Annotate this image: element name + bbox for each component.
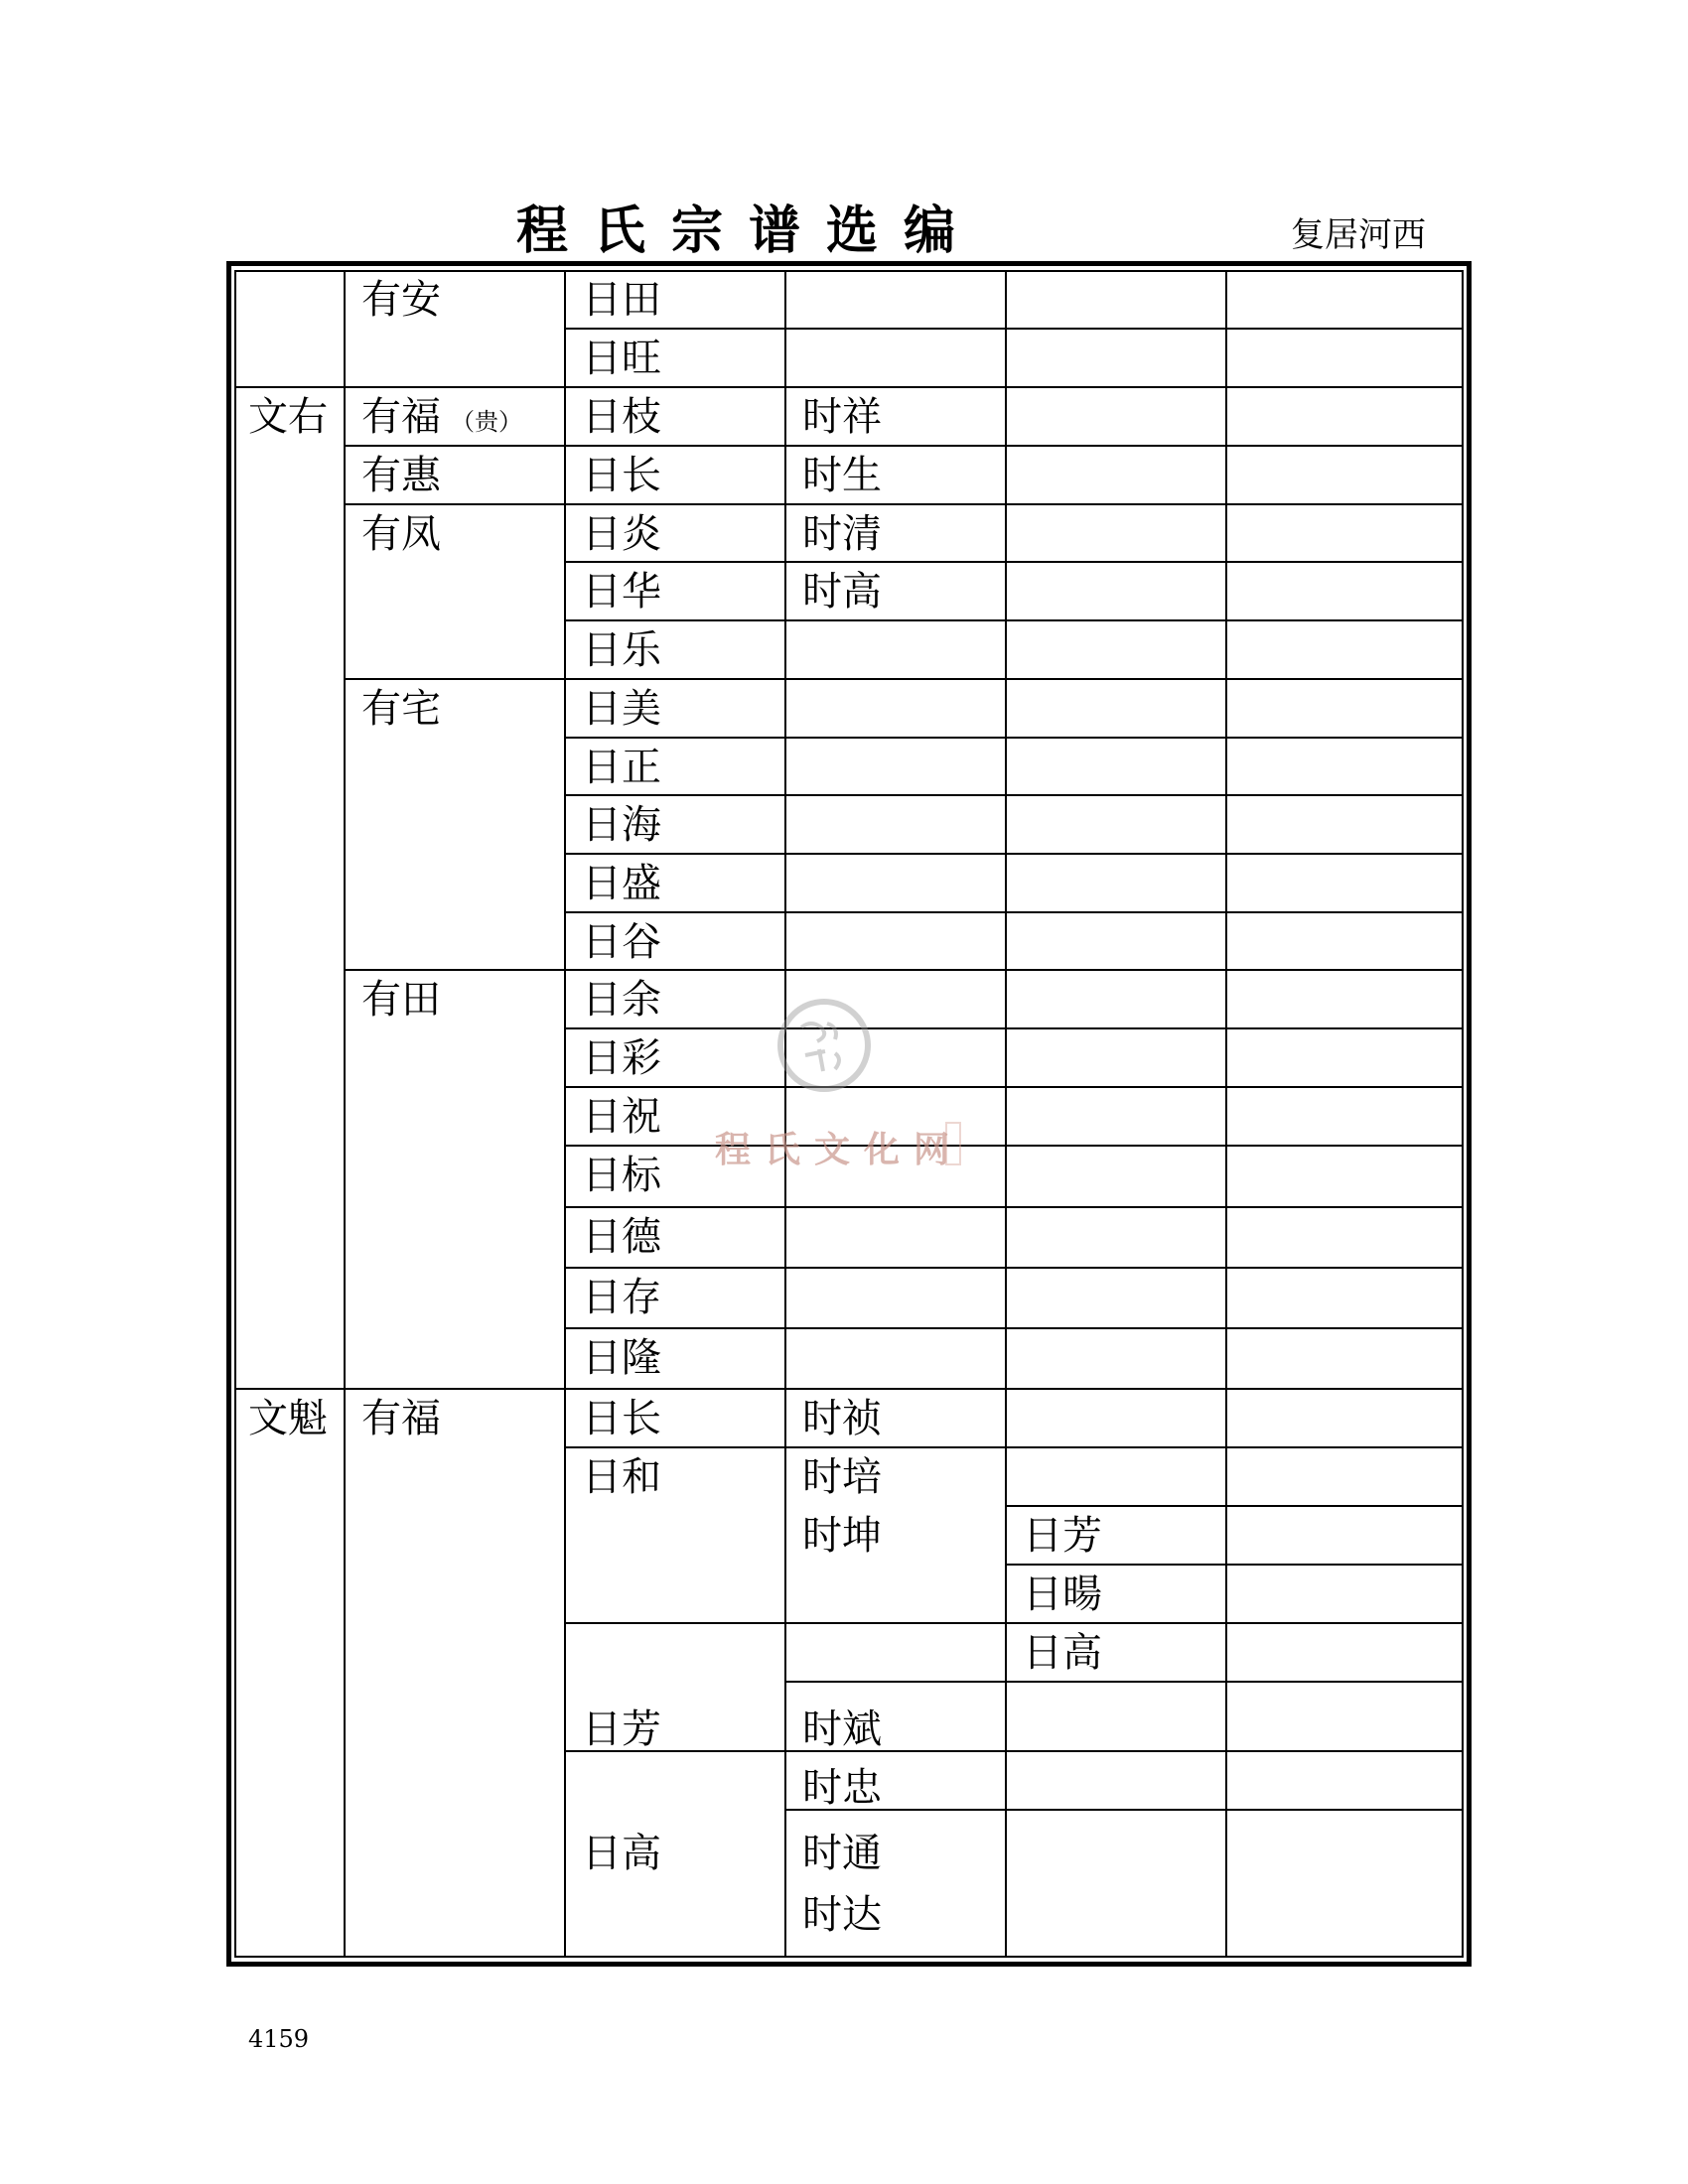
genealogy-cell: 日祝 [582,1094,661,1140]
column-divider [1225,270,1227,1958]
row-divider [564,853,1464,855]
row-divider [564,1750,1464,1752]
genealogy-cell: 有惠 [361,453,441,498]
watermark-text: 程氏文化网 [715,1129,964,1170]
row-divider [564,1622,1464,1624]
row-divider [344,969,1464,971]
row-divider [234,1388,1464,1390]
genealogy-cell: 日正 [582,745,661,790]
page-subtitle: 复居河西 [1291,215,1426,255]
genealogy-cell: 日暘 [1023,1571,1102,1617]
genealogy-cell: 日长 [582,1396,661,1441]
row-divider [564,1086,1464,1088]
genealogy-cell: 日长 [582,453,661,498]
genealogy-cell: 时生 [802,453,882,498]
row-divider [1005,1505,1464,1507]
column-divider [1005,270,1007,1958]
genealogy-cell: 日谷 [582,919,661,965]
genealogy-cell: 日枝 [582,394,661,440]
genealogy-cell: 有凤 [361,511,441,557]
genealogy-cell: 日旺 [582,336,661,381]
row-divider [564,1267,1464,1269]
genealogy-cell: 日华 [582,569,661,614]
genealogy-cell: 时坤 [802,1513,882,1559]
row-divider [564,794,1464,796]
genealogy-cell: 文右 [248,394,328,440]
row-divider [564,737,1464,739]
column-divider [344,270,346,1958]
page-number: 4159 [248,2025,310,2053]
genealogy-cell: 时培 [802,1454,882,1500]
genealogy-cell: 日存 [582,1275,661,1320]
row-divider [1005,1564,1464,1566]
genealogy-cell: 日余 [582,977,661,1023]
genealogy-cell: 时清 [802,511,882,557]
genealogy-cell: 日炎 [582,511,661,557]
genealogy-cell: 日乐 [582,627,661,673]
genealogy-cell: 日隆 [582,1335,661,1381]
genealogy-cell: 日田 [582,277,661,323]
row-divider [234,386,1464,388]
row-divider [564,561,1464,563]
genealogy-cell: 日和 [582,1454,661,1500]
genealogy-cell: 时斌 [802,1706,882,1752]
genealogy-cell: 有福 [361,1396,441,1441]
genealogy-cell-name: 有福 [361,394,441,440]
genealogy-cell: 日芳 [582,1706,661,1752]
row-divider [564,1145,1464,1147]
genealogy-cell: 文魁 [248,1396,328,1441]
row-divider [344,503,1464,505]
row-divider [564,1206,1464,1208]
genealogy-cell: 时高 [802,569,882,614]
genealogy-cell: 时祥 [802,394,882,440]
row-divider [784,1809,1464,1811]
genealogy-cell: 有宅 [361,686,441,732]
genealogy-cell: 日高 [582,1831,661,1876]
genealogy-cell: 时忠 [802,1765,882,1811]
genealogy-cell: 日海 [582,802,661,848]
row-divider [564,619,1464,621]
row-divider [564,328,1464,330]
genealogy-cell: 日高 [1023,1630,1102,1676]
row-divider [564,911,1464,913]
genealogy-cell: 日盛 [582,861,661,906]
column-divider [564,270,566,1958]
row-divider [564,1327,1464,1329]
genealogy-cell: 日美 [582,686,661,732]
genealogy-cell: 日彩 [582,1035,661,1081]
row-divider [344,678,1464,680]
row-divider [564,1027,1464,1029]
genealogy-cell: 时达 [802,1892,882,1938]
genealogy-cell-note: （贵） [451,408,522,436]
genealogy-cell: 时通 [802,1831,882,1876]
genealogy-cell: 时祯 [802,1396,882,1441]
genealogy-cell: 有安 [361,277,441,323]
genealogy-cell: 有田 [361,977,441,1023]
row-divider [784,1681,1464,1683]
genealogy-cell: 日标 [582,1153,661,1198]
genealogy-cell: 日芳 [1023,1513,1102,1559]
row-divider [564,1446,1464,1448]
page-title: 程氏宗谱选编 [516,202,982,261]
genealogy-cell [361,389,522,450]
genealogy-cell: 日德 [582,1214,661,1260]
